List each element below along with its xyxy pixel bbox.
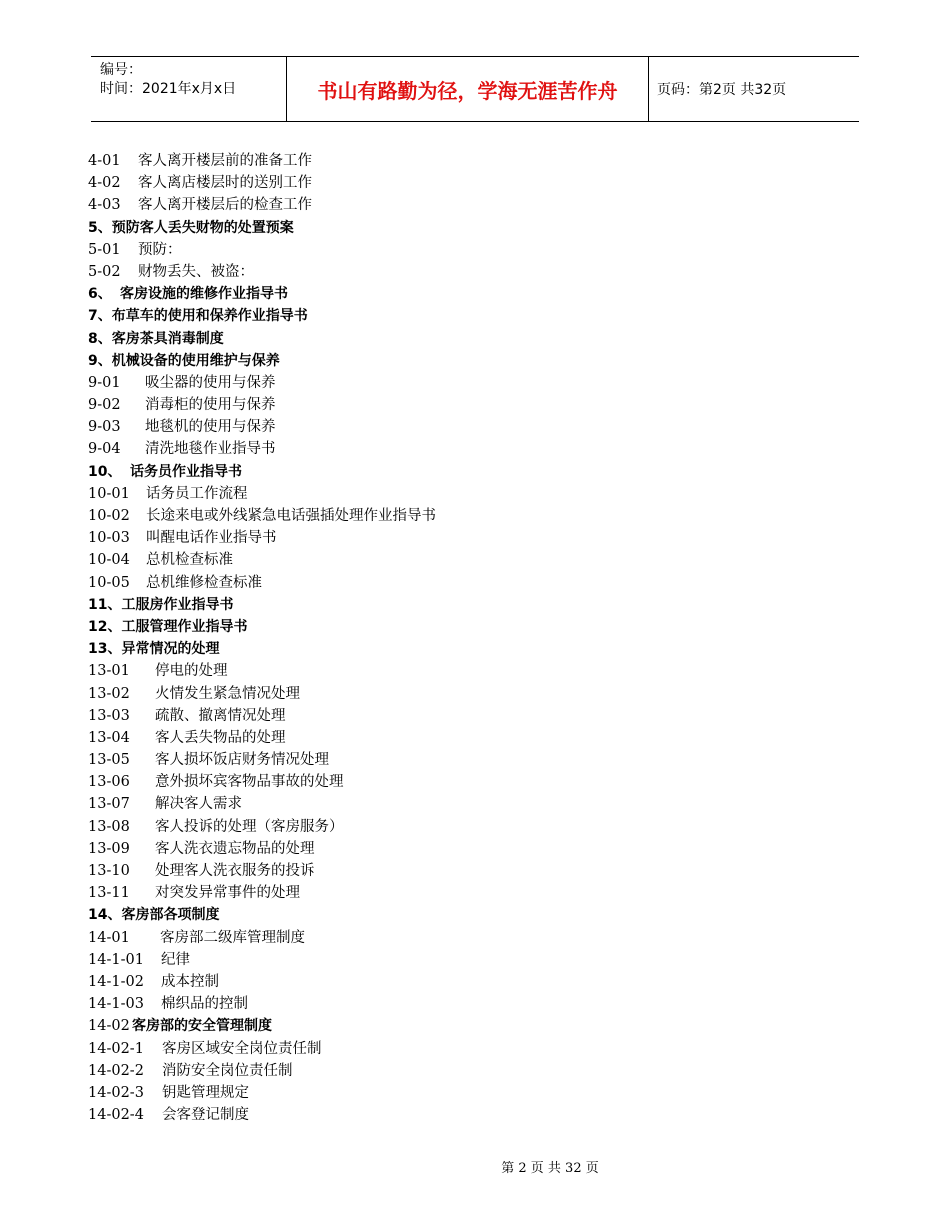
toc-item — [88, 438, 848, 460]
toc-item-number: 9-04 — [88, 441, 121, 458]
toc-item — [88, 927, 848, 949]
toc-item-title: 清洗地毯作业指导书 — [145, 441, 276, 458]
toc-item — [88, 1104, 848, 1126]
toc-item-number: 4-02 — [88, 175, 121, 192]
toc-item — [88, 394, 848, 416]
toc-item-number: 13-10 — [88, 863, 130, 879]
page-footer: 第 2 页 共 32 页 — [501, 1161, 599, 1176]
toc-item-number: 13-07 — [88, 796, 130, 813]
toc-item-title: 客房设施的维修作业指导书 — [120, 286, 288, 303]
toc-item — [88, 527, 848, 549]
toc-item-title: 消防安全岗位责任制 — [162, 1062, 293, 1079]
toc-item-title: 客人投诉的处理（客房服务） — [155, 818, 344, 835]
toc-item-number: 9-01 — [88, 374, 121, 391]
toc-item-title: 地毯机的使用与保养 — [145, 419, 276, 436]
toc-item-number: 13-01 — [88, 663, 130, 680]
toc-item — [88, 505, 848, 527]
header-meta — [91, 57, 286, 121]
toc-item — [88, 993, 848, 1015]
toc-item-number: 14-02-1 — [88, 1040, 144, 1057]
toc-item — [88, 949, 848, 971]
toc-item-title: 疏散、撤离情况处理 — [155, 707, 286, 724]
table-of-contents — [88, 150, 848, 1126]
toc-item — [88, 971, 848, 993]
toc-item — [88, 194, 848, 216]
toc-item-number: 8、 — [88, 330, 112, 347]
toc-item — [88, 616, 848, 638]
toc-item-number: 13-08 — [88, 818, 130, 835]
toc-item-title: 成本控制 — [161, 973, 219, 990]
toc-item — [88, 594, 848, 616]
toc-item-number: 13-04 — [88, 729, 130, 746]
toc-item — [88, 283, 848, 305]
toc-item-number: 10、 — [88, 463, 122, 480]
toc-item — [88, 1082, 848, 1104]
toc-item — [88, 705, 848, 727]
toc-item-number: 13-02 — [88, 685, 130, 702]
toc-item — [88, 239, 848, 261]
toc-item-number: 10-05 — [88, 574, 130, 591]
toc-item — [88, 816, 848, 838]
motto: 书山有路勤为径，学海无涯苦作舟 — [286, 57, 649, 121]
toc-item-title: 客人损坏饭店财务情况处理 — [155, 752, 329, 769]
toc-item — [88, 904, 848, 926]
toc-item-number: 10-03 — [88, 530, 130, 547]
toc-item-title: 工服管理作业指导书 — [121, 618, 248, 635]
toc-item-title: 客人离开楼层前的准备工作 — [138, 153, 312, 169]
toc-item — [88, 416, 848, 438]
toc-item — [88, 860, 848, 882]
toc-item-title: 客房区域安全岗位责任制 — [162, 1040, 322, 1057]
toc-item-number: 5-02 — [88, 263, 121, 280]
toc-item — [88, 150, 848, 172]
toc-item-title: 布草车的使用和保养作业指导书 — [111, 308, 308, 325]
toc-item — [88, 217, 848, 239]
toc-item-title: 客房茶具消毒制度 — [111, 330, 224, 347]
toc-item — [88, 727, 848, 749]
page-info: 页码：第2页 共32页 — [657, 82, 787, 98]
toc-item-title: 棉织品的控制 — [161, 996, 248, 1013]
toc-item — [88, 483, 848, 505]
toc-item-title: 叫醒电话作业指导书 — [146, 530, 277, 547]
toc-item-title: 停电的处理 — [155, 663, 228, 680]
toc-item-number: 14-02-3 — [88, 1084, 144, 1101]
toc-item-title: 预防客人丢失财物的处置预案 — [111, 219, 294, 236]
toc-item-number: 14-02 — [88, 1018, 130, 1035]
toc-item-title: 总机维修检查标准 — [146, 574, 262, 591]
toc-item — [88, 793, 848, 815]
toc-item-number: 14-1-02 — [88, 973, 144, 990]
toc-item-title: 客房部二级库管理制度 — [160, 929, 305, 946]
toc-item-number: 10-01 — [88, 485, 130, 502]
toc-item-number: 9-03 — [88, 419, 121, 436]
toc-item-number: 13-03 — [88, 707, 130, 724]
toc-item-title: 话务员工作流程 — [146, 485, 248, 502]
toc-item-title: 对突发异常事件的处理 — [155, 885, 300, 902]
time-label: 时间：2021年x月x日 — [100, 81, 237, 97]
toc-item-number: 4-03 — [88, 197, 121, 214]
toc-item — [88, 1038, 848, 1060]
toc-item-number: 14-02-2 — [88, 1062, 144, 1079]
toc-item — [88, 261, 848, 283]
toc-item-title: 客房部各项制度 — [121, 907, 220, 924]
toc-item-title: 工服房作业指导书 — [121, 596, 234, 613]
toc-item-title: 客人丢失物品的处理 — [155, 729, 286, 746]
toc-item — [88, 461, 848, 483]
toc-item-title: 客人离开楼层后的检查工作 — [138, 197, 312, 214]
toc-item — [88, 749, 848, 771]
toc-item-title: 会客登记制度 — [162, 1107, 249, 1124]
toc-item-title: 处理客人洗衣服务的投诉 — [155, 863, 315, 879]
toc-item-title: 意外损坏宾客物品事故的处理 — [155, 774, 344, 791]
toc-item-title: 总机检查标准 — [146, 552, 233, 569]
toc-item-title: 财物丢失、被盗： — [138, 263, 254, 280]
toc-item-number: 14-1-01 — [88, 951, 144, 968]
toc-item-number: 14、 — [88, 907, 122, 924]
toc-item-number: 13、 — [88, 641, 122, 658]
toc-item-title: 长途来电或外线紧急电话强插处理作业指导书 — [146, 508, 436, 524]
toc-item — [88, 372, 848, 394]
toc-item-number: 14-1-03 — [88, 996, 144, 1013]
toc-item-title: 异常情况的处理 — [121, 641, 220, 658]
toc-item — [88, 1060, 848, 1082]
toc-item-title: 钥匙管理规定 — [162, 1084, 249, 1101]
toc-item — [88, 683, 848, 705]
toc-item — [88, 549, 848, 571]
toc-item — [88, 172, 848, 194]
toc-item-title: 火情发生紧急情况处理 — [155, 685, 300, 702]
toc-item-number: 13-11 — [88, 885, 130, 902]
toc-item-number: 9-02 — [88, 397, 121, 414]
toc-item-title: 解决客人需求 — [155, 796, 242, 813]
code-label: 编号： — [100, 62, 142, 78]
toc-item-number: 10-02 — [88, 508, 130, 524]
toc-item-number: 13-05 — [88, 752, 130, 769]
toc-item — [88, 838, 848, 860]
toc-item-title: 话务员作业指导书 — [130, 463, 242, 480]
toc-item — [88, 660, 848, 682]
toc-item-title: 客人离店楼层时的送别工作 — [138, 175, 312, 192]
toc-item-number: 10-04 — [88, 552, 130, 569]
toc-item-number: 5-01 — [88, 241, 121, 258]
toc-item-number: 14-01 — [88, 929, 130, 946]
toc-item — [88, 638, 848, 660]
toc-item — [88, 305, 848, 327]
toc-item-number: 5、 — [88, 219, 112, 236]
toc-item — [88, 328, 848, 350]
toc-item — [88, 882, 848, 904]
toc-item-title: 吸尘器的使用与保养 — [145, 374, 276, 391]
toc-item-number: 9、 — [88, 352, 112, 369]
toc-item-number: 14-02-4 — [88, 1107, 144, 1124]
toc-item-title: 消毒柜的使用与保养 — [145, 397, 276, 414]
toc-item — [88, 572, 848, 594]
toc-item-number: 13-09 — [88, 840, 130, 857]
toc-item-title: 预防： — [138, 241, 182, 258]
toc-item-number: 13-06 — [88, 774, 130, 791]
toc-item — [88, 1015, 848, 1037]
toc-item-number: 12、 — [88, 618, 122, 635]
toc-item — [88, 771, 848, 793]
toc-item-title: 客房部的安全管理制度 — [132, 1018, 272, 1035]
toc-item-number: 7、 — [88, 308, 112, 325]
toc-item — [88, 350, 848, 372]
toc-item-number: 4-01 — [88, 153, 121, 169]
toc-item-number: 6、 — [88, 286, 112, 303]
toc-item-number: 11、 — [88, 596, 122, 613]
toc-item-title: 机械设备的使用维护与保养 — [111, 352, 280, 369]
toc-item-title: 客人洗衣遗忘物品的处理 — [155, 840, 315, 857]
page-header — [91, 56, 859, 122]
toc-item-title: 纪律 — [161, 951, 190, 968]
